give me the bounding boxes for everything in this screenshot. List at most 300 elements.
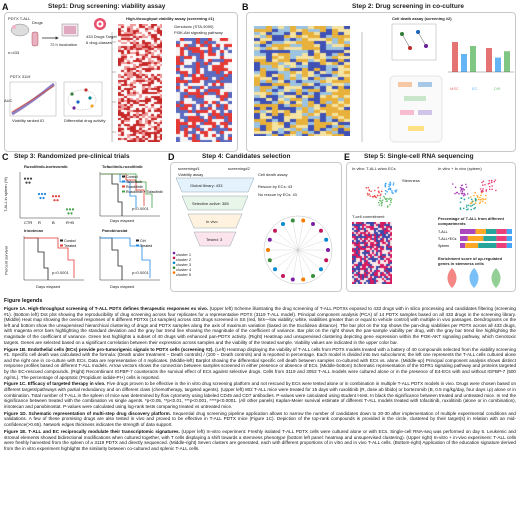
- cluster-4: cluster 4: [176, 267, 192, 272]
- network-node: [291, 278, 295, 282]
- days-label-2: Days elapsed: [36, 284, 61, 289]
- umap-point: [470, 205, 472, 207]
- stack-segment: [460, 236, 468, 241]
- umap-point: [381, 205, 383, 207]
- c-dot: [39, 197, 41, 199]
- drugs-count: n=433: [8, 50, 20, 55]
- legend-tofa-item: Control: [126, 175, 138, 179]
- cluster-swatch: [173, 266, 176, 269]
- tcell-commit-label: T-cell commitment: [352, 214, 385, 219]
- umap-point: [368, 187, 370, 189]
- legend-1c: [4, 381, 516, 409]
- umap-point: [366, 187, 368, 189]
- umap-point: [491, 182, 493, 184]
- c-dot: [30, 178, 32, 180]
- days-label-1: Days elapsed: [110, 218, 135, 223]
- cluster-3: cluster 3: [176, 262, 192, 267]
- stack-segment: [460, 243, 465, 248]
- panel-b-letter: B: [242, 2, 249, 12]
- p-value-1: p<0.0001: [132, 206, 149, 211]
- umap-point: [385, 190, 387, 192]
- network-node: [291, 218, 295, 222]
- legend-1a-body: (Upper left) Scheme illustrating the drug screening of T-ALL PDTXs exposed to 433 drugs with in silico processing and candidates filtering (screening #1). (Bottom left) Dot plot showing the reproducibility of drug screening across four replicates for a representative PDTX (3119 T-ALL model). Principal component analysis (PCA) of 14 PDTX samples based on all 433 drugs in the screening library. (Middle) Heat map showing the overall responses of 6 different PDTXs (14 samples) across 433 drugs screened in SS (red, hits—low viability; white, viabilities greater than or equal to vehicle control) with multiple in vivo passages. Dendrograms on the left and bottom show the unsupervised hierarchical clustering of drugs and PDTX samples along the axis of maximum variation (based on the Euclidean distance). The bar plot on the top shows the pan-drug viabilities per PDTX across all 433 drugs, with magenta error bars highlighting the standard deviation and the gray bar trend line showing the magnitude of the coefficient of variance. Bar plot on the right shows the pan-sample viability per drug, with the gray bar trend line highlighting the magnitude of the coefficient of variance. Green text highlights a subset of 40 drugs with enhanced pan-PDTX activity. (Right) Heatmap and unsupervised clustering depicting gene expression within the PI3K-AKT signaling pathway, which Genotoxic targets. Genes are selected based on a significant correlation between their expression across samples and the viability of the treated sample. Viability values are indicated in the upper color bar.: [4, 305, 516, 345]
- network-edge: [298, 240, 326, 250]
- umap-point: [481, 199, 483, 201]
- legend-1c-title: Figure 1C. Efficacy of targeted therapy in vivo.: [4, 381, 106, 387]
- pca-plot: [64, 82, 102, 116]
- umap-point: [466, 204, 468, 206]
- umap-point: [485, 202, 487, 204]
- stack-segment: [507, 229, 512, 234]
- igfbp7-barplots: [446, 24, 516, 144]
- umap-point: [388, 186, 390, 188]
- c-dot: [66, 208, 68, 210]
- umap-point: [495, 179, 497, 181]
- network-node: [326, 248, 330, 252]
- legend-pano-swatch: [136, 245, 139, 247]
- pathway-schematic: [390, 76, 442, 142]
- umap-point: [368, 193, 370, 195]
- violin: [470, 268, 479, 288]
- legend-tofa-item: Ruxolitinib: [126, 185, 143, 189]
- sig-title: Enrichment score of up-regulated genes in stemness cells: [438, 256, 503, 266]
- network-edge: [275, 250, 298, 269]
- genotoxic-label: Genotoxic (STA-9090): [174, 24, 214, 29]
- legend-irino-swatch: [60, 240, 63, 242]
- legend-1b-title: Figure 1B. Endothelial cells (ECs) provide pro-tumorigenic signals to PDTX cells (screening #2).: [4, 346, 214, 352]
- umap-point: [375, 196, 377, 198]
- pct-title: Percentage of T-ALL from different compartments: [438, 216, 504, 226]
- auc-label: AUC: [4, 98, 13, 103]
- ruxo-title: Ruxolitinib-bortezomib: [24, 164, 68, 169]
- c-dot: [41, 193, 43, 195]
- umap-point: [367, 194, 369, 196]
- invivo-label: In vivo: [206, 219, 218, 224]
- umap-point: [489, 182, 491, 184]
- panel-a-letter: A: [2, 2, 9, 12]
- umap-point: [473, 195, 475, 197]
- library-label: Global library: 433: [190, 183, 223, 188]
- network-node: [268, 258, 272, 262]
- umap-point: [385, 201, 387, 203]
- umap-point: [386, 191, 388, 193]
- panel-a: [2, 2, 240, 152]
- umap-point: [380, 200, 382, 202]
- umap-point: [456, 192, 458, 194]
- umap-point: [472, 204, 474, 206]
- pano-title: Panobinostat: [102, 228, 128, 233]
- scrna-heatmap: [352, 222, 392, 284]
- umap-point: [463, 208, 465, 210]
- igfbp-bar: [470, 46, 476, 72]
- stack-segment: [483, 236, 496, 241]
- panel-d: [168, 152, 344, 292]
- network-node: [281, 222, 285, 226]
- network-edge: [270, 240, 298, 250]
- umap-point: [384, 197, 386, 199]
- panel-d-letter: D: [168, 152, 175, 162]
- umap-point: [386, 198, 388, 200]
- legend-1a-title: Figure 1A. High-throughput screening of T-ALL PDTX defines therapeutic responses ex vivo.: [4, 305, 209, 311]
- umap-point: [474, 192, 476, 194]
- ciasmo-note: 6 drug-classes: [86, 40, 113, 45]
- umap-point: [390, 183, 392, 185]
- umap-point: [384, 184, 386, 186]
- umap-point: [461, 192, 463, 194]
- panel-e-letter: E: [344, 152, 351, 162]
- umap-point: [383, 196, 385, 198]
- c-dot: [25, 182, 27, 184]
- screen-heatmap: [118, 24, 162, 142]
- umap-point: [380, 193, 382, 195]
- igfbp-bar: [452, 42, 458, 72]
- umap-point: [389, 204, 391, 206]
- legend-b-1: EC: [472, 86, 478, 91]
- c-dot: [53, 199, 55, 201]
- umap-point: [466, 206, 468, 208]
- umap-point: [381, 191, 383, 193]
- umap-point: [378, 192, 380, 194]
- c-group-label: R+B: [66, 220, 74, 225]
- violin: [492, 268, 501, 288]
- umap-point: [455, 187, 457, 189]
- network-node: [301, 278, 305, 282]
- umap-point: [377, 195, 379, 197]
- umap-point: [460, 201, 462, 203]
- panel-d-title: Step 4: Candidates selection: [202, 153, 291, 160]
- umap-point: [379, 204, 381, 206]
- umap-point: [481, 190, 483, 192]
- legend-tofa-item: Tofacitinib: [126, 180, 142, 184]
- umap-point: [495, 190, 497, 192]
- stemness-label: Stemness: [402, 178, 420, 183]
- legend-irino-item: Treated: [64, 244, 77, 248]
- c-group-label: CTR: [24, 220, 33, 225]
- stack-segment: [507, 243, 512, 248]
- irino-title: Irinotecan: [24, 228, 44, 233]
- c-dot: [52, 195, 54, 197]
- stack-label: Spleen: [438, 244, 450, 248]
- network-node: [281, 274, 285, 278]
- umap-point: [484, 184, 486, 186]
- umap-point: [390, 189, 392, 191]
- legend-tofa-swatch: [122, 176, 125, 178]
- target-icon: [94, 18, 106, 30]
- umap-point: [468, 197, 470, 199]
- umap-point: [395, 191, 397, 193]
- umap-point: [462, 193, 464, 195]
- c-group-label: B: [52, 220, 55, 225]
- invitro-label: In vitro: T-ALL w/wo ECs: [352, 166, 396, 171]
- legend-1c-body: Five drugs proven to be effective in the in vitro drug screening platform and not rescued by ECs were tested alone or in combination in multiple T-ALL PDTX models in vivo. Drugs were chosen based on different targets/pathways with partial redundancy and on different class (chemotherapy, targeted agents). (Upper left) 802 T-ALL mice were treated for 15 days with ruxolitinib (R, dose ab libido) or bortezomib (B, 0.5 mg/kg/day, four days i.p) alone or in combination. Total number of T-ALL in the spleen of mice was determined by flow cytometry using labeled CD45 and CD7 antibodies. P-values were calculated using student t-test. In black the significance between treated and untreated mice. In red the significance between treated with the combination vs single agents. *p<0.05, **p<0.01, ***p<0.001, ****p<0.0001. (All other panels) Kaplan-Meier survival estimate of different T-ALL models treated with tofacitinib, ruxolitinib (alone or in combination), irinotecan and panobinostat. P-values were calculated using log-rank tests comparing treated vs untreated mice.: [4, 381, 517, 409]
- umap-point: [480, 188, 482, 190]
- umap-point: [373, 196, 375, 198]
- pdtx-line: PDTX 3119: [10, 74, 31, 79]
- legend-irino-swatch: [60, 245, 63, 247]
- c-dot: [24, 178, 26, 180]
- network-edge: [275, 231, 298, 250]
- umap-point: [389, 182, 391, 184]
- stack-segment: [460, 229, 476, 234]
- umap-point: [472, 201, 474, 203]
- diff-label: Differential drug activity: [64, 118, 106, 123]
- violin-plots: [438, 266, 514, 290]
- umap-point: [475, 199, 477, 201]
- umap-point: [475, 202, 477, 204]
- cluster-swatch: [173, 257, 176, 260]
- not-rescue-label: No rescue by ECs: 43: [258, 192, 297, 197]
- umap-point: [489, 188, 491, 190]
- yaxis-label: T-ALL in spleen (%): [2, 177, 8, 212]
- umap-point: [470, 196, 472, 198]
- umap-point: [382, 199, 384, 201]
- umap-point: [464, 189, 466, 191]
- panel-c-title: Step 3: Randomized pre-clinical trials: [14, 153, 130, 160]
- umap-point: [464, 199, 466, 201]
- network-node: [311, 222, 315, 226]
- network-node: [324, 238, 328, 242]
- umap-point: [473, 203, 475, 205]
- percent-label: Percent survival: [3, 246, 9, 275]
- umap-point: [458, 193, 460, 195]
- umap-point: [482, 201, 484, 203]
- legend-tofa-swatch: [122, 191, 125, 193]
- umap-point: [368, 190, 370, 192]
- umap-point: [391, 198, 393, 200]
- umap-point: [485, 198, 487, 200]
- stack-segment: [496, 236, 506, 241]
- target-label: 433 Drugs Target: [86, 34, 117, 39]
- panel-e-title: Step 5: Single-cell RNA sequencing: [364, 153, 474, 160]
- legend-b-2: Diff: [494, 86, 500, 91]
- legend-b-0: MSC: [450, 86, 459, 91]
- igfbp-bar: [486, 48, 492, 72]
- network-node: [273, 229, 277, 233]
- plate-icon: [62, 24, 78, 36]
- network-node: [266, 248, 270, 252]
- panel-e: [344, 152, 518, 292]
- umap-point: [481, 182, 483, 184]
- screening1-label: screening#1: [178, 166, 200, 171]
- days-label-3: Days elapsed: [110, 284, 135, 289]
- network-edge: [270, 250, 298, 260]
- replicate-scatter: [10, 82, 56, 116]
- umap-point: [461, 197, 463, 199]
- umap-point: [480, 195, 482, 197]
- umap-point: [367, 193, 369, 195]
- umap-point: [452, 183, 454, 185]
- c-dot: [44, 193, 46, 195]
- umap-point: [374, 190, 376, 192]
- legend-1b-body: (Left) Heatmap displaying the viability of T-ALL cells from PDTX models treated with a battery of 40 compounds selected from the viability screening #1. Specific cell death was calculated with the formula: (Death under treatment − Death controls) / (100 − Death controls) and is reported in percentage. Each model is divided into two subcolumns; the left one represents the T-ALL cells cultured alone and the right one in co-culture with ECs. Data are representative of 4 replicates. (Middle-left) Barplot showing the differential specific cell death between samples co-cultured with ECs vs. alone. (Middle-up) Principal component analysis shows distinct response profiles based on different T-ALL models. Arrow vectors shows the connection between samples screened in either presence or absence of ECs. (Middle-bottom) Schematic representation of the IGFR1 signaling pathway and proteins targeted by the EC-rescued compounds. (Right) Recombinant IGFBP-7 counteracts the survival effect of ECs against selective drugs. Cells from 3119 and 3053 T-ALL models were cultured alone or in the presence of E4-ECs with and without IGFBP-7 (500 ng/mL). The percentage of apoptotic (Propidium iodide-PI+) cells is reported.: [4, 346, 516, 380]
- c-dot: [72, 208, 74, 210]
- umap-point: [460, 187, 462, 189]
- umap-point: [491, 185, 493, 187]
- drugs-label: Drugs: [32, 20, 43, 25]
- pathway-label: PI3K-Akt signaling pathway: [174, 30, 223, 35]
- umap-point: [478, 199, 480, 201]
- umap-point: [470, 209, 472, 211]
- km-curve: [100, 174, 122, 216]
- invitro-invivo-label: In vitro + In vivo (spleen): [438, 166, 482, 171]
- network-node: [301, 218, 305, 222]
- c-dot: [69, 208, 71, 210]
- network-node: [311, 274, 315, 278]
- legend-1b: [4, 347, 516, 381]
- umap-point: [471, 198, 473, 200]
- legend-pano-item: Ctrl: [140, 239, 146, 243]
- umap-point: [461, 189, 463, 191]
- celldeath-label: Cell death assay: [258, 172, 288, 177]
- umap-point: [378, 202, 380, 204]
- legend-tofa-item: Ruxolitinib + Tofacitinib: [126, 190, 163, 194]
- cluster-swatch: [173, 252, 176, 255]
- rescue-label: Rescue by ECs: 43: [258, 184, 293, 189]
- km-curve: [24, 238, 48, 280]
- cluster-legend: [176, 252, 191, 277]
- umap-point: [466, 209, 468, 211]
- panel-b: [242, 2, 518, 152]
- network-edge: [298, 250, 321, 269]
- umap-point: [479, 197, 481, 199]
- umap-point: [470, 203, 472, 205]
- selective-label: Selective active: 385: [192, 201, 229, 206]
- umap-point: [483, 199, 485, 201]
- umap-point: [485, 190, 487, 192]
- umap-point: [379, 195, 381, 197]
- umap-point: [477, 196, 479, 198]
- umap-point: [380, 197, 382, 199]
- legend-irino-item: Control: [64, 239, 76, 243]
- legend-tofa-swatch: [122, 186, 125, 188]
- legend-1e-title: Figure 1E. T-ALL and EC reciprocally modulate their transcriptomic signatures.: [4, 429, 180, 435]
- stacked-bars: [438, 228, 514, 252]
- stack-segment: [478, 243, 496, 248]
- umap-point: [462, 191, 464, 193]
- c-dot: [67, 212, 69, 214]
- pca-b: [392, 24, 436, 60]
- umap-point: [483, 181, 485, 183]
- umap-point: [369, 195, 371, 197]
- heatmap-title: High-throughput viability assay (screening #1): [126, 16, 215, 21]
- cluster-1: cluster 1: [176, 252, 192, 257]
- legend-1d-body: Sequential drug screening pipeline application allows to narrow the number of candidates down to 20-30 after implementation of multiple experimental conditions and validations. A few of these promising drugs are also tested in vivo and proved to be effective in T-ALL PDTX mice (Figure 1C). Depiction of the top-rank compounds is provided in the circle, clustered by their target(s) in relation with an mid-confidence(>0.65). Network edges thickness indicates the strength of data support.: [4, 410, 516, 428]
- umap-point: [370, 191, 372, 193]
- network-edge: [298, 231, 321, 250]
- cluster-swatch: [173, 262, 176, 265]
- viability-axis: Viability ranked ID: [12, 118, 45, 123]
- umap-point: [389, 185, 391, 187]
- umap-point: [391, 190, 393, 192]
- panel-c-letter: C: [2, 152, 9, 162]
- viability-label: Viability assay: [178, 172, 204, 177]
- stack-segment: [468, 236, 484, 241]
- c-dot: [42, 197, 44, 199]
- legend-1a: [4, 306, 516, 345]
- legend-pano-swatch: [136, 240, 139, 242]
- stack-segment: [476, 229, 486, 234]
- umap-point: [388, 183, 390, 185]
- legends-header: Figure legends: [4, 298, 43, 304]
- cluster-swatch: [173, 271, 176, 274]
- c-dot: [56, 199, 58, 201]
- umap-point: [388, 188, 390, 190]
- network-node: [319, 267, 323, 271]
- umap-point: [489, 186, 491, 188]
- mouse-icon: [11, 24, 29, 36]
- network-edge: [298, 250, 326, 260]
- legend-tofa-swatch: [122, 181, 125, 183]
- stack-segment: [507, 236, 512, 241]
- umap-point: [466, 186, 468, 188]
- km-curve: [100, 238, 122, 280]
- umap-point: [460, 207, 462, 209]
- network-node: [268, 238, 272, 242]
- cluster-5: cluster 5: [176, 272, 192, 277]
- umap-point: [476, 195, 478, 197]
- umap-point: [494, 181, 496, 183]
- panel-a-title: Step1: Drug screening: viability assay: [48, 3, 166, 10]
- umap-point: [393, 184, 395, 186]
- figure-legends: [4, 298, 516, 453]
- panel-c: [2, 152, 168, 292]
- umap-point: [491, 180, 493, 182]
- umap-point: [488, 180, 490, 182]
- umap-point: [387, 206, 389, 208]
- stack-segment: [486, 229, 496, 234]
- stack-segment: [496, 243, 506, 248]
- legend-1e-body: (Upper left) In-vitro experiment: Freshly isolated T-ALL PDTX cells were cultured alone or with ECs. Single-cell RNA-seq was performed on day 5. Leukemic and stromal elements showed bidirectional modifications when cultured together, with T cells displaying a shift towards a stemness phenotype (bottom left panel: heatmap and unsupervised clustering). (Upper right) In-vitro + in-vivo experiment: T-ALL cells were freshly harvested from the spleen of a 3119 PDTX and directly sequenced. (Middle-right) Seven clusters are generated, each with different proportions of in vitro and in vivo T-ALL cells. (Bottom-right) Application of the education signature derived from the in vitro experiment highlights the similarity between co-cultured and splenic T-ALL cells.: [4, 429, 516, 451]
- c-dot: [38, 193, 40, 195]
- igfbp-bar: [461, 54, 467, 72]
- network-node: [319, 229, 323, 233]
- stack-label: T-ALL+ECs: [438, 237, 457, 241]
- umap-point: [482, 184, 484, 186]
- death-title: Cell death assay (screening #2): [392, 16, 452, 21]
- tofa-title: Tofacitinib-ruxolitinib: [102, 164, 143, 169]
- umap-point: [377, 187, 379, 189]
- umap-point: [454, 193, 456, 195]
- dendrogram: [112, 32, 116, 142]
- umap-point: [390, 200, 392, 202]
- stack-label: T-ALL: [438, 230, 448, 234]
- umap-point: [491, 189, 493, 191]
- umap-point: [462, 188, 464, 190]
- c-group-label: R: [38, 220, 41, 225]
- p-value-3: p=0.0001: [132, 270, 149, 275]
- pdtx-label: PDTX T-ALL: [8, 16, 31, 21]
- violin: [448, 268, 457, 288]
- tube-icon: [32, 32, 38, 46]
- screening2-label: screening#2: [228, 166, 250, 171]
- umap-point: [381, 202, 383, 204]
- umap-point: [389, 198, 391, 200]
- network-node: [273, 267, 277, 271]
- c-dot: [70, 212, 72, 214]
- umap-point: [462, 189, 464, 191]
- umap-point: [396, 189, 398, 191]
- umap-point: [393, 182, 395, 184]
- p-value-2: p=0.0001: [52, 270, 69, 275]
- umap-point: [385, 193, 387, 195]
- legend-1d: [4, 411, 516, 428]
- umap-point: [391, 192, 393, 194]
- umap-point: [465, 184, 467, 186]
- c-dot: [55, 195, 57, 197]
- cluster-2: cluster 2: [176, 257, 192, 262]
- umap-point: [467, 193, 469, 195]
- umap-point: [385, 183, 387, 185]
